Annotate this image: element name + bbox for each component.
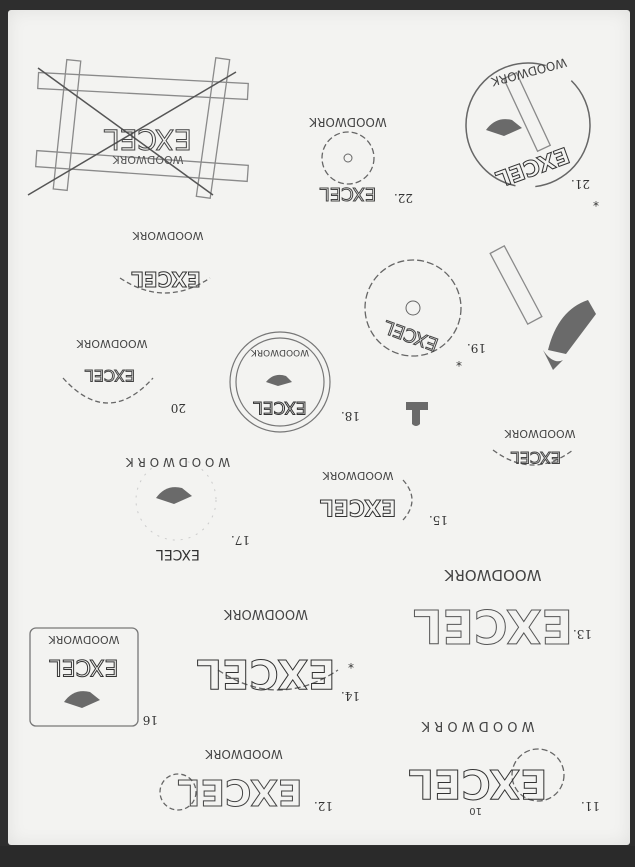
sketch-crossed-fence [28,58,248,199]
sketch-blade-banner [120,229,210,293]
sketch-number: 21. [570,177,590,191]
sketch-canvas [8,10,630,845]
brand-text: EXCEL [381,315,442,355]
star-mark: * [348,661,354,675]
brand-text: EXCEL [413,599,573,653]
sketch-number: 17. [230,533,250,547]
sketch-number: 19. [466,341,486,355]
tagline-text: WOODWORK [250,347,310,357]
hammer-icon [406,402,428,426]
tagline-text: WOODWORK [112,153,184,166]
sketch-14 [197,606,360,703]
tagline-text: WOODWORK [224,606,308,621]
scan-edge [0,846,635,867]
brand-text: EXCEL [104,123,192,156]
sketch-17 [125,455,250,562]
sketch-number: 22. [393,191,413,205]
sketch-blade-banner-right [493,427,576,467]
sketch-number: 20 [170,401,186,415]
brand-text: EXCEL [492,141,573,191]
sketch-number: 14. [340,689,360,703]
tagline-spaced: W O O D W O R K [125,455,231,469]
tagline-text: WOODWORK [205,747,283,761]
sketch-number: 16 [142,713,158,727]
tagline-text: WOODWORK [132,229,204,242]
sketch-16 [30,628,158,727]
tagline-text: WOODWORK [444,566,542,584]
tagline-text: WOODWORK [489,55,569,89]
tagline-text: WOODWORK [322,469,394,482]
sketch-number: 12. [313,799,333,813]
sketch-number: 11. [580,799,600,813]
sketch-22 [308,115,413,205]
brand-text: EXCEL [84,366,136,385]
brand-text: EXCEL [131,267,201,291]
tagline-text: WOODWORK [48,633,120,646]
sketch-11 [409,718,600,816]
brand-text: EXCEL [177,771,303,812]
sketch-19 [365,246,596,373]
brand-text: EXCEL [253,397,307,417]
brand-text: EXCEL [408,760,548,806]
sketch-circle-badge [230,332,360,432]
brand-text: EXCEL [319,494,397,519]
sketch-21 [466,55,599,213]
sketch-13 [413,566,592,653]
star-mark: * [456,359,462,373]
sketch-15 [320,469,448,527]
sketch-number: 15. [428,513,448,527]
tagline-text: WOODWORK [504,427,576,440]
tagline-text: WOODWORK [309,115,387,129]
brand-text: EXCEL [156,546,200,562]
sketch-number: 13. [572,627,592,641]
sketch-20 [63,337,186,415]
sketch-12 [160,747,333,813]
minor-mark: 10 [469,805,482,816]
brand-text: EXCEL [49,654,119,679]
star-mark: * [593,199,599,213]
brand-text: EXCEL [196,650,336,696]
tagline-spaced: W O O D W O R K [421,718,535,733]
brand-text: EXCEL [319,183,377,204]
brand-text: EXCEL [510,448,562,467]
tagline-text: WOODWORK [76,337,148,350]
sketch-number: 18. [340,409,360,423]
sketch-paper [8,10,630,845]
